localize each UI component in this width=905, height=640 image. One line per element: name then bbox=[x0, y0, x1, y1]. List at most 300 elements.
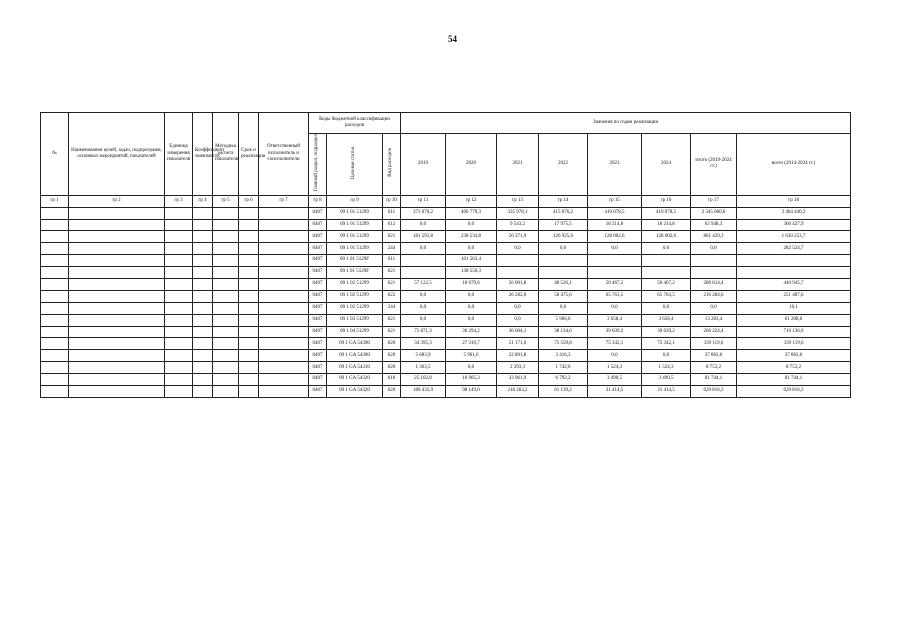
empty-cell bbox=[259, 302, 309, 314]
value-2020-cell: 5 961,6 bbox=[446, 350, 497, 362]
total-2014-2024-cell: 61 208,6 bbox=[737, 314, 851, 326]
value-2020-cell: 238 534,8 bbox=[446, 231, 497, 243]
group-label: гр 9 bbox=[327, 195, 383, 207]
value-2019-cell: 0,0 bbox=[401, 314, 446, 326]
empty-cell bbox=[259, 243, 309, 255]
empty-cell bbox=[239, 314, 259, 326]
empty-cell bbox=[213, 302, 239, 314]
value-2020-cell: 27 310,7 bbox=[446, 338, 497, 350]
header-budget-codes: Коды бюджетной классификации расходов bbox=[309, 113, 401, 134]
code-target-cell: 09 1 GA 54390 bbox=[327, 338, 383, 350]
empty-cell bbox=[69, 338, 165, 350]
value-2024-cell: 3 490,5 bbox=[642, 374, 691, 386]
value-2022-cell: 6 792,2 bbox=[539, 374, 588, 386]
empty-cell bbox=[165, 362, 193, 374]
header-year-2020: 2020 bbox=[446, 134, 497, 196]
value-2019-cell: 373 070,2 bbox=[401, 207, 446, 219]
value-2023-cell: 128 002,6 bbox=[588, 231, 642, 243]
total-2019-2024-cell: 216 284,6 bbox=[691, 290, 737, 302]
group-labels-row bbox=[41, 195, 851, 207]
empty-cell bbox=[165, 350, 193, 362]
header-values-by-year: Значения по годам реализации bbox=[401, 113, 851, 134]
code-section-cell: 0407 bbox=[309, 255, 327, 267]
total-2019-2024-cell: 339 119,6 bbox=[691, 338, 737, 350]
value-2020-cell: 0,0 bbox=[446, 302, 497, 314]
empty-cell bbox=[165, 385, 193, 397]
code-target-cell: 09 1 04 51299 bbox=[327, 326, 383, 338]
value-2022-cell: 1 742,0 bbox=[539, 362, 588, 374]
header-year-2022: 2022 bbox=[539, 134, 588, 196]
value-2024-cell: 39 639,2 bbox=[642, 326, 691, 338]
group-label: гр 14 bbox=[539, 195, 588, 207]
empty-cell bbox=[239, 350, 259, 362]
empty-cell bbox=[69, 350, 165, 362]
code-section-cell: 0407 bbox=[309, 362, 327, 374]
code-target-cell: 09 1 GA 54320 bbox=[327, 374, 383, 386]
total-2019-2024-cell: 861 429,3 bbox=[691, 231, 737, 243]
empty-cell bbox=[213, 374, 239, 386]
table-row bbox=[41, 362, 851, 374]
code-type-cell: 244 bbox=[383, 243, 401, 255]
code-type-cell: 620 bbox=[383, 362, 401, 374]
code-section-cell: 0407 bbox=[309, 326, 327, 338]
table-row bbox=[41, 385, 851, 397]
value-2019-cell bbox=[401, 255, 446, 267]
value-2024-cell: 18 214,8 bbox=[642, 219, 691, 231]
total-2014-2024-cell: 8 753,2 bbox=[737, 362, 851, 374]
budget-table bbox=[40, 112, 851, 398]
empty-cell bbox=[259, 350, 309, 362]
empty-cell bbox=[213, 243, 239, 255]
header-total-2019-2024: итого (2019-2024 гг.) bbox=[691, 134, 737, 196]
value-2022-cell bbox=[539, 255, 588, 267]
code-target-cell: 09 1 03 51299 bbox=[327, 314, 383, 326]
empty-cell bbox=[239, 362, 259, 374]
code-section-cell: 0407 bbox=[309, 350, 327, 362]
value-2023-cell: 31 414,5 bbox=[588, 385, 642, 397]
header-name: Наименования целей, задач, подпрограмм, основных мероприятий, показателей bbox=[69, 113, 165, 196]
empty-cell bbox=[165, 302, 193, 314]
empty-cell bbox=[259, 219, 309, 231]
value-2019-cell: 75 871,3 bbox=[401, 326, 446, 338]
empty-cell bbox=[69, 219, 165, 231]
table-row bbox=[41, 290, 851, 302]
empty-cell bbox=[193, 314, 213, 326]
value-2020-cell: 0,0 bbox=[446, 362, 497, 374]
empty-cell bbox=[193, 338, 213, 350]
empty-cell bbox=[239, 290, 259, 302]
code-target-cell: 09 1 GA 54310 bbox=[327, 362, 383, 374]
empty-cell bbox=[239, 243, 259, 255]
value-2024-cell: 0,0 bbox=[642, 243, 691, 255]
total-2019-2024-cell: 0,0 bbox=[691, 302, 737, 314]
value-2020-cell: 98 149,0 bbox=[446, 385, 497, 397]
empty-cell bbox=[259, 290, 309, 302]
code-target-cell: 09 1 01 5129F bbox=[327, 267, 383, 279]
header-total-2014-2024: всего (2014-2024 гг.) bbox=[737, 134, 851, 196]
value-2019-cell: 5 683,9 bbox=[401, 350, 446, 362]
value-2019-cell: 57 122,5 bbox=[401, 278, 446, 290]
value-2020-cell: 36 294,2 bbox=[446, 326, 497, 338]
empty-cell bbox=[193, 207, 213, 219]
value-2023-cell: 3 490,5 bbox=[588, 374, 642, 386]
empty-cell bbox=[193, 302, 213, 314]
value-2020-cell: 0,0 bbox=[446, 314, 497, 326]
total-2014-2024-cell: 1 630 253,7 bbox=[737, 231, 851, 243]
value-2022-cell bbox=[539, 267, 588, 279]
table-row bbox=[41, 374, 851, 386]
empty-cell bbox=[41, 255, 69, 267]
value-2019-cell bbox=[401, 267, 446, 279]
value-2019-cell: 0,0 bbox=[401, 243, 446, 255]
code-section-cell: 0407 bbox=[309, 231, 327, 243]
table-row bbox=[41, 219, 851, 231]
empty-cell bbox=[69, 314, 165, 326]
empty-cell bbox=[239, 326, 259, 338]
code-target-cell: 09 1 01 51299 bbox=[327, 243, 383, 255]
value-2019-cell: 0,0 bbox=[401, 302, 446, 314]
empty-cell bbox=[41, 278, 69, 290]
header-coefficient: Коэффициент значимости bbox=[193, 113, 213, 196]
value-2022-cell: 58 475,6 bbox=[539, 290, 588, 302]
empty-cell bbox=[213, 326, 239, 338]
value-2024-cell: 31 414,5 bbox=[642, 385, 691, 397]
group-label: гр 2 bbox=[69, 195, 165, 207]
empty-cell bbox=[259, 338, 309, 350]
empty-cell bbox=[193, 374, 213, 386]
code-type-cell: 612 bbox=[383, 219, 401, 231]
code-section-cell: 0407 bbox=[309, 314, 327, 326]
table-row bbox=[41, 207, 851, 219]
total-2019-2024-cell bbox=[691, 255, 737, 267]
group-label: гр 11 bbox=[401, 195, 446, 207]
empty-cell bbox=[165, 219, 193, 231]
empty-cell bbox=[69, 326, 165, 338]
code-target-cell: 09 1 02 51299 bbox=[327, 302, 383, 314]
code-type-cell: 611 bbox=[383, 207, 401, 219]
code-type-cell: 620 bbox=[383, 385, 401, 397]
value-2020-cell: 0,0 bbox=[446, 219, 497, 231]
value-2022-cell: 5 966,6 bbox=[539, 314, 588, 326]
empty-cell bbox=[193, 267, 213, 279]
value-2020-cell: 101 563,4 bbox=[446, 255, 497, 267]
code-target-cell: 09 1 GA 54320 bbox=[327, 385, 383, 397]
empty-cell bbox=[213, 338, 239, 350]
value-2023-cell: 65 763,5 bbox=[588, 290, 642, 302]
header-year-2021: 2021 bbox=[497, 134, 539, 196]
code-type-cell: 621 bbox=[383, 267, 401, 279]
empty-cell bbox=[69, 278, 165, 290]
total-2014-2024-cell: 360 427,9 bbox=[737, 219, 851, 231]
total-2014-2024-cell: 339 119,6 bbox=[737, 338, 851, 350]
value-2023-cell: 1 524,3 bbox=[588, 362, 642, 374]
empty-cell bbox=[213, 314, 239, 326]
value-2023-cell: 3 658,4 bbox=[588, 314, 642, 326]
empty-cell bbox=[41, 219, 69, 231]
empty-cell bbox=[69, 267, 165, 279]
value-2022-cell: 38 134,6 bbox=[539, 326, 588, 338]
value-2019-cell: 189 435,9 bbox=[401, 385, 446, 397]
value-2019-cell: 0,0 bbox=[401, 290, 446, 302]
value-2024-cell: 1 524,3 bbox=[642, 362, 691, 374]
header-year-2024: 2024 bbox=[642, 134, 691, 196]
empty-cell bbox=[259, 374, 309, 386]
empty-cell bbox=[41, 374, 69, 386]
value-2022-cell: 3 416,3 bbox=[539, 350, 588, 362]
empty-cell bbox=[41, 326, 69, 338]
code-section-cell: 0407 bbox=[309, 302, 327, 314]
value-2024-cell: 75 342,1 bbox=[642, 338, 691, 350]
value-2021-cell: 33 961,9 bbox=[497, 374, 539, 386]
code-target-cell: 09 1 01 51299 bbox=[327, 231, 383, 243]
value-2023-cell: 0,0 bbox=[588, 350, 642, 362]
empty-cell bbox=[259, 207, 309, 219]
total-2014-2024-cell: 710 136,0 bbox=[737, 326, 851, 338]
group-label: гр 16 bbox=[642, 195, 691, 207]
code-type-cell: 620 bbox=[383, 350, 401, 362]
empty-cell bbox=[165, 278, 193, 290]
empty-cell bbox=[193, 350, 213, 362]
value-2023-cell: 0,0 bbox=[588, 302, 642, 314]
empty-cell bbox=[41, 302, 69, 314]
empty-cell bbox=[239, 207, 259, 219]
code-target-cell: 09 1 01 51299 bbox=[327, 207, 383, 219]
total-2014-2024-cell: 282 524,7 bbox=[737, 243, 851, 255]
header-code-target: Целевая статья bbox=[327, 134, 383, 196]
total-2019-2024-cell: 266 224,4 bbox=[691, 326, 737, 338]
empty-cell bbox=[69, 302, 165, 314]
total-2014-2024-cell: 440 945,7 bbox=[737, 278, 851, 290]
table-row bbox=[41, 231, 851, 243]
code-section-cell: 0407 bbox=[309, 385, 327, 397]
total-2014-2024-cell: 629 816,3 bbox=[737, 385, 851, 397]
empty-cell bbox=[69, 374, 165, 386]
value-2022-cell: 415 076,2 bbox=[539, 207, 588, 219]
table-row bbox=[41, 314, 851, 326]
empty-cell bbox=[239, 278, 259, 290]
code-type-cell: 621 bbox=[383, 314, 401, 326]
header-unit: Единица измерения показателя bbox=[165, 113, 193, 196]
value-2020-cell: 0,0 bbox=[446, 290, 497, 302]
code-type-cell: 621 bbox=[383, 231, 401, 243]
empty-cell bbox=[213, 231, 239, 243]
empty-cell bbox=[259, 278, 309, 290]
code-section-cell: 0407 bbox=[309, 207, 327, 219]
value-2020-cell: 400 779,3 bbox=[446, 207, 497, 219]
value-2022-cell: 0,0 bbox=[539, 243, 588, 255]
empty-cell bbox=[259, 326, 309, 338]
total-2014-2024-cell: 81 744,1 bbox=[737, 374, 851, 386]
code-target-cell: 09 1 02 51299 bbox=[327, 278, 383, 290]
code-type-cell: 244 bbox=[383, 302, 401, 314]
group-label: гр 12 bbox=[446, 195, 497, 207]
empty-cell bbox=[193, 255, 213, 267]
value-2023-cell: 50 467,2 bbox=[588, 278, 642, 290]
value-2021-cell bbox=[497, 255, 539, 267]
group-label: гр 17 bbox=[691, 195, 737, 207]
value-2022-cell: 126 925,6 bbox=[539, 231, 588, 243]
empty-cell bbox=[213, 207, 239, 219]
value-2022-cell: 0,0 bbox=[539, 302, 588, 314]
total-2019-2024-cell: 37 863,6 bbox=[691, 350, 737, 362]
table-row bbox=[41, 255, 851, 267]
value-2020-cell: 0,0 bbox=[446, 243, 497, 255]
value-2019-cell: 181 591,8 bbox=[401, 231, 446, 243]
empty-cell bbox=[193, 278, 213, 290]
empty-cell bbox=[41, 207, 69, 219]
empty-cell bbox=[69, 231, 165, 243]
empty-cell bbox=[41, 267, 69, 279]
group-label: гр 6 bbox=[239, 195, 259, 207]
header-code-type: Вид расходов bbox=[383, 134, 401, 196]
table-row bbox=[41, 243, 851, 255]
code-section-cell: 0407 bbox=[309, 278, 327, 290]
value-2023-cell: 18 214,8 bbox=[588, 219, 642, 231]
value-2021-cell: 335 978,1 bbox=[497, 207, 539, 219]
group-label: гр 15 bbox=[588, 195, 642, 207]
empty-cell bbox=[239, 267, 259, 279]
code-type-cell: 610 bbox=[383, 374, 401, 386]
value-2021-cell: 0,0 bbox=[497, 302, 539, 314]
group-label: гр 4 bbox=[193, 195, 213, 207]
value-2019-cell: 34 395,3 bbox=[401, 338, 446, 350]
group-label: гр 7 bbox=[259, 195, 309, 207]
total-2014-2024-cell: 3 404 440,2 bbox=[737, 207, 851, 219]
empty-cell bbox=[69, 243, 165, 255]
group-label: гр 10 bbox=[383, 195, 401, 207]
value-2021-cell: 51 171,6 bbox=[497, 338, 539, 350]
header-responsible: Ответственный исполнитель и соисполнители bbox=[259, 113, 309, 196]
value-2021-cell: 56 001,8 bbox=[497, 278, 539, 290]
empty-cell bbox=[165, 326, 193, 338]
value-2024-cell: 410 078,5 bbox=[642, 207, 691, 219]
total-2014-2024-cell bbox=[737, 255, 851, 267]
value-2024-cell bbox=[642, 267, 691, 279]
empty-cell bbox=[69, 290, 165, 302]
table-row bbox=[41, 350, 851, 362]
empty-cell bbox=[213, 278, 239, 290]
table-body bbox=[41, 207, 851, 397]
group-label: гр 18 bbox=[737, 195, 851, 207]
group-label: гр 8 bbox=[309, 195, 327, 207]
empty-cell bbox=[193, 219, 213, 231]
total-2019-2024-cell: 2 345 060,8 bbox=[691, 207, 737, 219]
header-term: Срок и реализации bbox=[239, 113, 259, 196]
value-2019-cell: 0,0 bbox=[401, 219, 446, 231]
empty-cell bbox=[213, 255, 239, 267]
header-num: № bbox=[41, 113, 69, 196]
value-2022-cell: 48 526,1 bbox=[539, 278, 588, 290]
empty-cell bbox=[193, 326, 213, 338]
empty-cell bbox=[259, 267, 309, 279]
value-2023-cell: 0,0 bbox=[588, 243, 642, 255]
value-2022-cell: 17 975,5 bbox=[539, 219, 588, 231]
code-type-cell: 621 bbox=[383, 278, 401, 290]
header-year-2023: 2023 bbox=[588, 134, 642, 196]
empty-cell bbox=[213, 267, 239, 279]
empty-cell bbox=[259, 255, 309, 267]
header-year-2019: 2019 bbox=[401, 134, 446, 196]
value-2023-cell bbox=[588, 255, 642, 267]
empty-cell bbox=[165, 207, 193, 219]
total-2019-2024-cell: 13 283,4 bbox=[691, 314, 737, 326]
code-target-cell: 09 1 01 51299 bbox=[327, 219, 383, 231]
code-type-cell: 622 bbox=[383, 290, 401, 302]
value-2020-cell: 18 079,6 bbox=[446, 278, 497, 290]
table-row bbox=[41, 326, 851, 338]
table-row bbox=[41, 302, 851, 314]
value-2021-cell: 9 543,2 bbox=[497, 219, 539, 231]
value-2024-cell: 0,0 bbox=[642, 350, 691, 362]
value-2024-cell: 0,0 bbox=[642, 302, 691, 314]
empty-cell bbox=[259, 314, 309, 326]
header-code-section: Главный раздел, подраздел bbox=[309, 134, 327, 196]
empty-cell bbox=[213, 362, 239, 374]
empty-cell bbox=[193, 231, 213, 243]
code-type-cell: 611 bbox=[383, 255, 401, 267]
code-section-cell: 0407 bbox=[309, 290, 327, 302]
code-target-cell: 09 1 GA 54300 bbox=[327, 350, 383, 362]
empty-cell bbox=[239, 219, 259, 231]
empty-cell bbox=[165, 374, 193, 386]
value-2021-cell bbox=[497, 267, 539, 279]
empty-cell bbox=[239, 374, 259, 386]
value-2021-cell: 22 801,8 bbox=[497, 350, 539, 362]
total-2019-2024-cell: 63 948,3 bbox=[691, 219, 737, 231]
value-2022-cell: 61 139,2 bbox=[539, 385, 588, 397]
code-section-cell: 0407 bbox=[309, 267, 327, 279]
total-2019-2024-cell bbox=[691, 267, 737, 279]
value-2024-cell: 65 763,5 bbox=[642, 290, 691, 302]
total-2019-2024-cell: 629 816,3 bbox=[691, 385, 737, 397]
total-2019-2024-cell: 280 614,4 bbox=[691, 278, 737, 290]
value-2021-cell: 2 393,3 bbox=[497, 362, 539, 374]
page-number: 54 bbox=[448, 34, 457, 44]
total-2014-2024-cell: 251 487,6 bbox=[737, 290, 851, 302]
empty-cell bbox=[193, 362, 213, 374]
empty-cell bbox=[69, 385, 165, 397]
table-row bbox=[41, 267, 851, 279]
total-2014-2024-cell bbox=[737, 267, 851, 279]
empty-cell bbox=[259, 231, 309, 243]
value-2023-cell: 39 639,2 bbox=[588, 326, 642, 338]
empty-cell bbox=[259, 385, 309, 397]
value-2024-cell: 50 467,2 bbox=[642, 278, 691, 290]
total-2019-2024-cell: 0,0 bbox=[691, 243, 737, 255]
empty-cell bbox=[41, 338, 69, 350]
group-label: гр 13 bbox=[497, 195, 539, 207]
code-type-cell: 621 bbox=[383, 326, 401, 338]
empty-cell bbox=[41, 362, 69, 374]
empty-cell bbox=[41, 350, 69, 362]
code-target-cell: 09 1 02 51299 bbox=[327, 290, 383, 302]
empty-cell bbox=[213, 290, 239, 302]
value-2024-cell bbox=[642, 255, 691, 267]
value-2021-cell: 56 371,9 bbox=[497, 231, 539, 243]
empty-cell bbox=[41, 231, 69, 243]
empty-cell bbox=[41, 243, 69, 255]
total-2019-2024-cell: 8 753,2 bbox=[691, 362, 737, 374]
value-2021-cell: 36 604,1 bbox=[497, 326, 539, 338]
empty-cell bbox=[165, 338, 193, 350]
header-method: Методика расчета показателя bbox=[213, 113, 239, 196]
empty-cell bbox=[165, 267, 193, 279]
empty-cell bbox=[239, 385, 259, 397]
empty-cell bbox=[193, 243, 213, 255]
empty-cell bbox=[165, 255, 193, 267]
empty-cell bbox=[239, 231, 259, 243]
value-2020-cell: 138 550,3 bbox=[446, 267, 497, 279]
